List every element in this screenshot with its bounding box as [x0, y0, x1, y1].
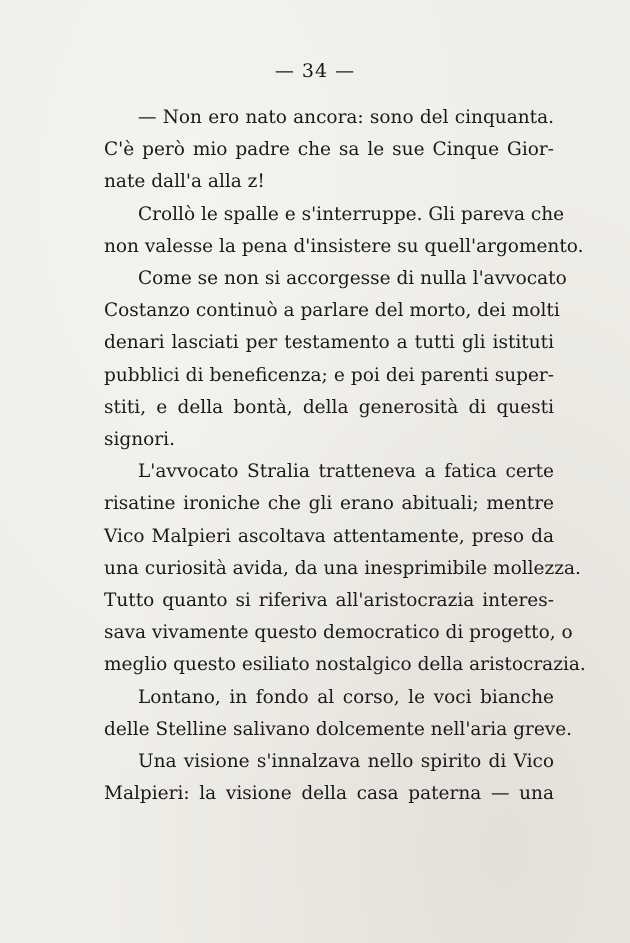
- text-line: Una visione s'innalzava nello spirito di Vico: [138, 751, 554, 773]
- text-line: Costanzo continuò a parlare del morto, dei molti: [104, 300, 560, 322]
- page-text: [104, 102, 586, 810]
- text-line: sava vivamente questo democratico di progetto, o: [104, 622, 573, 644]
- page-number: — 34 —: [274, 60, 356, 82]
- text-line: stiti, e della bontà, della generosità di questi: [104, 396, 554, 418]
- text-line: meglio questo esiliato nostalgico della aristocrazia.: [104, 654, 586, 676]
- text-line: risatine ironiche che gli erano abituali; mentre: [104, 493, 554, 515]
- text-line: denari lasciati per testamento a tutti gli istituti: [104, 332, 554, 354]
- text-line: una curiosità avida, da una inesprimibile mollezza.: [104, 557, 581, 579]
- text-line: Lontano, in fondo al corso, le voci bianche: [138, 686, 554, 708]
- text-line: delle Stelline salivano dolcemente nell'aria greve.: [104, 718, 573, 740]
- text-line: Vico Malpieri ascoltava attentamente, preso da: [104, 525, 554, 547]
- text-line: — Non ero nato ancora: sono del cinquanta.: [138, 107, 554, 128]
- text-line: signori.: [104, 429, 175, 451]
- text-line: C'è però mio padre che sa le sue Cinque Gior-: [104, 139, 554, 161]
- text-line: L'avvocato Stralia tratteneva a fatica certe: [138, 461, 554, 483]
- text-line: Malpieri: la visione della casa paterna — una: [104, 783, 554, 805]
- text-line: Come se non si accorgesse di nulla l'avvocato: [138, 268, 567, 290]
- text-line: Tutto quanto si riferiva all'aristocrazia interes-: [104, 590, 554, 612]
- text-line: non valesse la pena d'insistere su quell'argomento.: [104, 235, 584, 257]
- text-line: Crollò le spalle e s'interruppe. Gli pareva che: [138, 203, 565, 225]
- text-line: nate dall'a alla z!: [104, 171, 265, 193]
- text-line: pubblici di beneficenza; e poi dei parenti super-: [104, 364, 554, 386]
